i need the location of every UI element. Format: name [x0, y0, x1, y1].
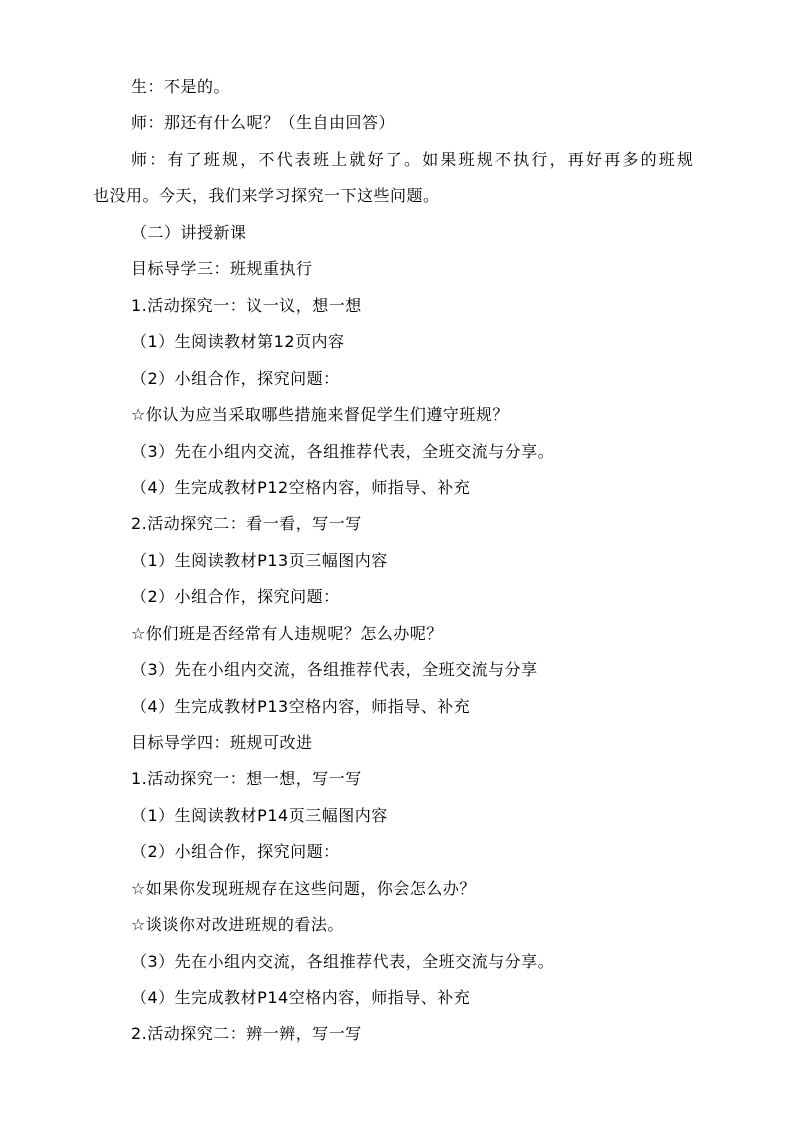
- paragraph-line: （1）生阅读教材第12页内容: [131, 332, 345, 351]
- activity-heading: 2.活动探究二：辨一辨，写一写: [131, 1024, 362, 1043]
- section-heading: （二）讲授新课: [131, 223, 247, 242]
- paragraph-line: （1）生阅读教材P14页三幅图内容: [131, 806, 388, 825]
- paragraph-line: 也没用。今天，我们来学习探究一下这些问题。: [93, 186, 440, 205]
- activity-heading: 2.活动探究二：看一看，写一写: [131, 514, 362, 533]
- question-line: ☆你认为应当采取哪些措施来督促学生们遵守班规？: [131, 405, 509, 424]
- paragraph-line: （3）先在小组内交流，各组推荐代表，全班交流与分享。: [131, 952, 555, 971]
- paragraph-line: （2）小组合作，探究问题：: [131, 369, 340, 388]
- paragraph-line: （3）先在小组内交流，各组推荐代表，全班交流与分享: [131, 660, 538, 679]
- subsection-heading: 目标导学三：班规重执行: [131, 259, 313, 278]
- paragraph-line: （2）小组合作，探究问题：: [131, 842, 340, 861]
- paragraph-line: 师：那还有什么呢？（生自由回答）: [131, 113, 396, 132]
- question-line: ☆如果你发现班规存在这些问题，你会怎么办？: [131, 879, 476, 898]
- subsection-heading: 目标导学四：班规可改进: [131, 733, 313, 752]
- paragraph-line: （2）小组合作，探究问题：: [131, 587, 340, 606]
- activity-heading: 1.活动探究一：想一想，写一写: [131, 769, 362, 788]
- question-line: ☆谈谈你对改进班规的看法。: [131, 915, 344, 934]
- paragraph-line: （1）生阅读教材P13页三幅图内容: [131, 551, 388, 570]
- paragraph-line: （4）生完成教材P12空格内容，师指导、补充: [131, 478, 471, 497]
- paragraph-line: 生：不是的。: [131, 77, 231, 96]
- paragraph-line: （4）生完成教材P14空格内容，师指导、补充: [131, 988, 471, 1007]
- paragraph-line: （3）先在小组内交流，各组推荐代表，全班交流与分享。: [131, 442, 555, 461]
- paragraph-line: 师：有了班规，不代表班上就好了。如果班规不执行，再好再多的班规: [131, 150, 696, 169]
- activity-heading: 1.活动探究一：议一议，想一想: [131, 296, 362, 315]
- paragraph-line: （4）生完成教材P13空格内容，师指导、补充: [131, 697, 471, 716]
- question-line: ☆你们班是否经常有人违规呢？怎么办呢？: [131, 624, 443, 643]
